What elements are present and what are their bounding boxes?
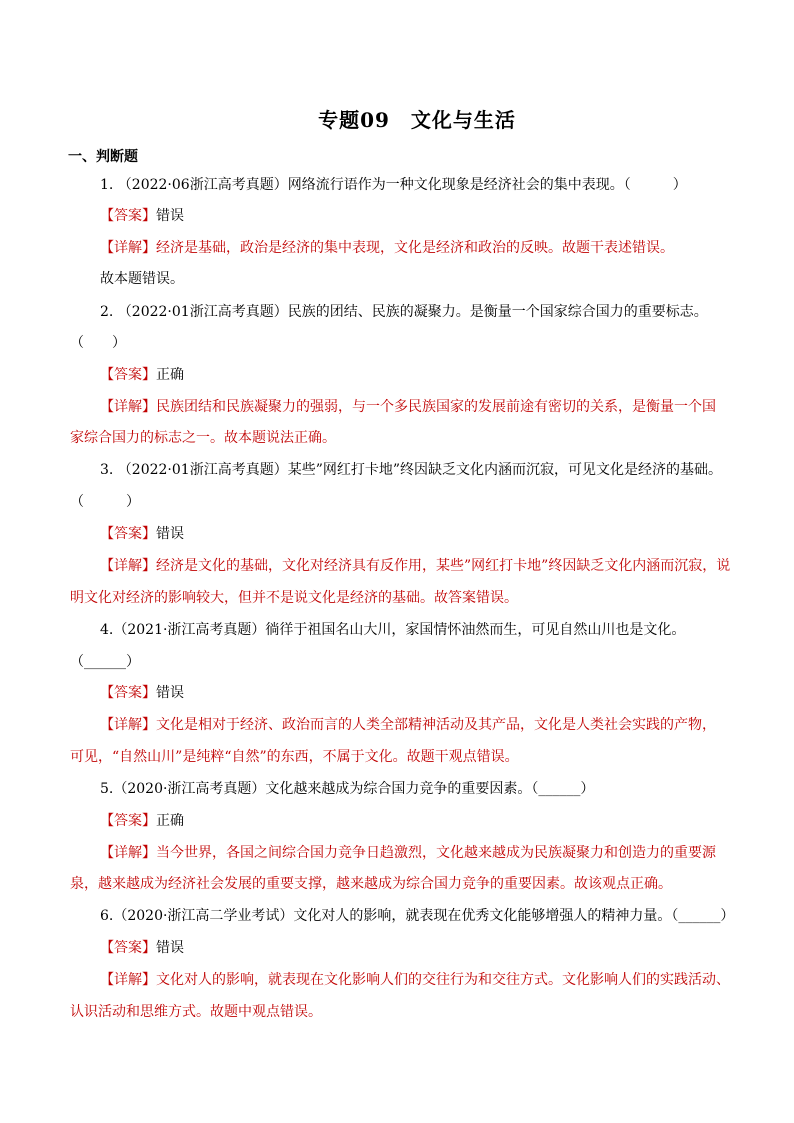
detail-1-line2: 故本题错误。 [100, 271, 184, 287]
detail-text: 文化是相对于经济、政治而言的人类全部精神活动及其产品，文化是人类社会实践的产物， [156, 717, 716, 733]
detail-tag: 【详解】 [100, 845, 156, 861]
answer-tag: 【答案】 [100, 685, 156, 701]
answer-5 [100, 812, 184, 830]
detail-6-line2: 认识活动和思维方式。故题中观点错误。 [70, 1004, 322, 1020]
question-2: 2. （2022·01浙江高考真题）民族的团结、民族的凝聚力。是衡量一个国家综合国力的重要标志。 [100, 304, 708, 320]
question-3: 3. （2022·01浙江高考真题）某些”网红打卡地”终因缺乏文化内涵而沉寂，可见文化是经济的基础。 [100, 462, 723, 478]
question-3-blank: （ ） [70, 494, 140, 510]
question-5: 5.（2020·浙江高考真题）文化越来越成为综合国力竞争的重要因素。（______） [100, 781, 595, 797]
answer-6 [100, 939, 184, 957]
detail-text: 经济是文化的基础，文化对经济具有反作用，某些”网红打卡地”终因缺乏文化内涵而沉寂，说 [156, 558, 731, 574]
answer-3 [100, 525, 184, 543]
question-6: 6.（2020·浙江高二学业考试）文化对人的影响，就表现在优秀文化能够增强人的精神力量。（______） [100, 908, 735, 924]
answer-tag: 【答案】 [100, 367, 156, 383]
question-4: 4.（2021·浙江高考真题）徜徉于祖国名山大川，家国情怀油然而生，可见自然山川也是文化。 [100, 622, 686, 638]
question-4-blank: （______） [70, 654, 140, 670]
answer-value: 错误 [156, 208, 184, 224]
detail-6 [100, 971, 730, 989]
answer-value: 错误 [156, 685, 184, 701]
detail-tag: 【详解】 [100, 717, 156, 733]
detail-text: 文化对人的影响，就表现在文化影响人们的交往行为和交往方式。文化影响人们的实践活动、 [156, 972, 730, 988]
detail-3-line2: 明文化对经济的影响较大，但并不是说文化是经济的基础。故答案错误。 [70, 590, 518, 606]
answer-tag: 【答案】 [100, 208, 156, 224]
answer-tag: 【答案】 [100, 813, 156, 829]
detail-5-line2: 泉，越来越成为经济社会发展的重要支撑，越来越成为综合国力竞争的重要因素。故该观点正确。 [70, 876, 672, 892]
question-2-blank: （ ） [70, 335, 126, 351]
detail-2 [100, 398, 716, 416]
detail-text: 经济是基础，政治是经济的集中表现，文化是经济和政治的反映。故题干表述错误。 [156, 240, 674, 256]
detail-3 [100, 557, 730, 575]
detail-tag: 【详解】 [100, 399, 156, 415]
detail-text: 民族团结和民族凝聚力的强弱，与一个多民族国家的发展前途有密切的关系，是衡量一个国 [156, 399, 716, 415]
answer-value: 错误 [156, 526, 184, 542]
answer-value: 错误 [156, 940, 184, 956]
detail-tag: 【详解】 [100, 972, 156, 988]
answer-tag: 【答案】 [100, 526, 156, 542]
detail-1 [100, 239, 674, 257]
detail-4-line2: 可见，“自然山川”是纯粹“自然”的东西，不属于文化。故题干观点错误。 [70, 749, 519, 765]
detail-5 [100, 844, 716, 862]
section-heading: 一、判断题 [68, 149, 138, 165]
detail-tag: 【详解】 [100, 240, 156, 256]
detail-text: 当今世界，各国之间综合国力竞争日趋激烈，文化越来越成为民族凝聚力和创造力的重要源 [156, 845, 716, 861]
answer-value: 正确 [156, 813, 184, 829]
detail-2-line2: 家综合国力的标志之一。故本题说法正确。 [70, 430, 336, 446]
page-title: 专题09 文化与生活 [318, 108, 516, 132]
answer-4 [100, 684, 184, 702]
answer-tag: 【答案】 [100, 940, 156, 956]
detail-4 [100, 716, 716, 734]
answer-2 [100, 366, 184, 384]
detail-tag: 【详解】 [100, 558, 156, 574]
answer-1 [100, 207, 184, 225]
answer-value: 正确 [156, 367, 184, 383]
question-1: 1. （2022·06浙江高考真题）网络流行语作为一种文化现象是经济社会的集中表现。（ ） [100, 177, 687, 193]
